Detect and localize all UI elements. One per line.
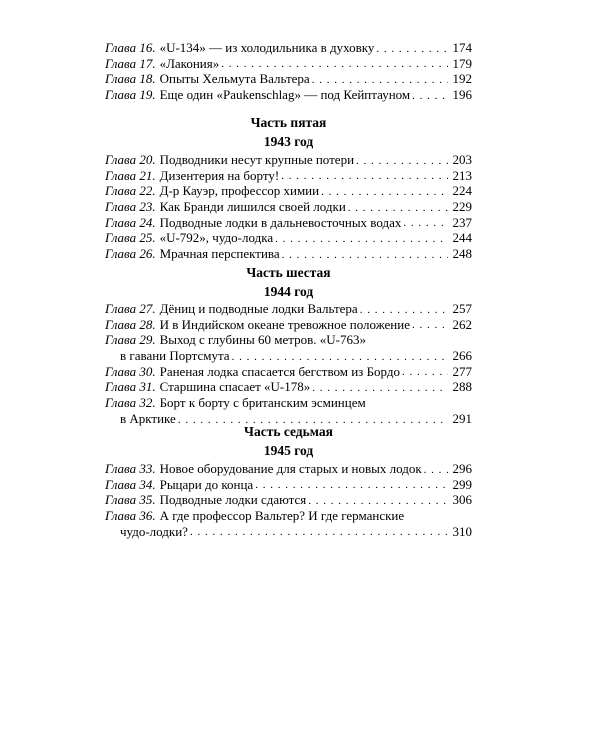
toc-entry xyxy=(105,56,472,72)
chapter-number: Глава 29. xyxy=(105,332,156,348)
toc-block-part5 xyxy=(105,152,472,262)
chapter-title: Опыты Хельмута Вальтера xyxy=(159,71,310,87)
chapter-title: Раненая лодка спасается бегством из Бордо xyxy=(159,363,400,379)
dot-leader xyxy=(412,90,448,103)
chapter-title: Борт к борту с британским эсминцем xyxy=(159,395,366,411)
chapter-title: Еще один «Paukenschlag» — под Кейптауном xyxy=(159,87,411,103)
toc-entry xyxy=(105,87,472,103)
page-number: 179 xyxy=(452,55,472,71)
page-number: 277 xyxy=(452,363,472,379)
chapter-title-continuation: чудо-лодки? xyxy=(120,523,188,539)
dot-leader xyxy=(402,366,448,379)
page-number: 237 xyxy=(452,214,472,230)
chapter-title: Мрачная перспектива xyxy=(159,246,280,262)
dot-leader xyxy=(312,382,448,395)
dot-leader xyxy=(321,186,448,199)
chapter-number: Глава 16. xyxy=(105,39,156,55)
chapter-number: Глава 25. xyxy=(105,230,156,246)
dot-leader xyxy=(308,495,448,508)
toc-entry-continuation xyxy=(105,524,472,540)
chapter-number: Глава 30. xyxy=(105,363,156,379)
toc-entry xyxy=(105,364,472,380)
dot-leader xyxy=(348,202,448,215)
page-number: 291 xyxy=(452,410,472,426)
chapter-title: А где профессор Вальтер? И где германские xyxy=(159,508,405,524)
dot-leader xyxy=(190,526,448,539)
page-number: 224 xyxy=(452,183,472,199)
dot-leader xyxy=(281,170,448,183)
chapter-number: Глава 22. xyxy=(105,183,156,199)
chapter-number: Глава 35. xyxy=(105,492,156,508)
dot-leader xyxy=(282,249,448,262)
chapter-number: Глава 33. xyxy=(105,460,156,476)
page-number: 248 xyxy=(452,246,472,262)
toc-entry xyxy=(105,71,472,87)
chapter-number: Глава 32. xyxy=(105,395,156,411)
chapter-number: Глава 20. xyxy=(105,151,156,167)
toc-entry xyxy=(105,230,472,246)
chapter-title: Рыцари до конца xyxy=(159,476,254,492)
toc-entry xyxy=(105,461,472,477)
page-number: 196 xyxy=(452,87,472,103)
chapter-number: Глава 26. xyxy=(105,246,156,262)
chapter-title: Дизентерия на борту! xyxy=(159,167,280,183)
part-year: 1944 год xyxy=(263,284,314,299)
toc-entry xyxy=(105,317,472,333)
page-number: 310 xyxy=(452,523,472,539)
dot-leader xyxy=(312,74,448,87)
chapter-number: Глава 27. xyxy=(105,300,156,316)
chapter-title: Старшина спасает «U-178» xyxy=(159,379,311,395)
dot-leader xyxy=(221,58,448,71)
chapter-title: Д-р Кауэр, профессор химии xyxy=(159,183,320,199)
dot-leader xyxy=(360,304,448,317)
toc-entry xyxy=(105,477,472,493)
chapter-title: Подводники несут крупные потери xyxy=(159,151,355,167)
chapter-title: И в Индийском океане тревожное положение xyxy=(159,316,410,332)
toc-block-part4-tail xyxy=(105,40,472,103)
chapter-title: Подводные лодки в дальневосточных водах xyxy=(159,214,402,230)
chapter-number: Глава 19. xyxy=(105,87,156,103)
toc-entry xyxy=(105,508,472,524)
chapter-number: Глава 18. xyxy=(105,71,156,87)
chapter-title: «Лакония» xyxy=(159,55,220,71)
part-heading: Часть шестая xyxy=(246,265,331,280)
toc-entry xyxy=(105,40,472,56)
chapter-title: Как Бранди лишился своей лодки xyxy=(159,199,346,215)
page-number: 288 xyxy=(452,379,472,395)
chapter-number: Глава 24. xyxy=(105,214,156,230)
dot-leader xyxy=(232,351,448,364)
page-number: 266 xyxy=(452,348,472,364)
chapter-title: Дёниц и подводные лодки Вальтера xyxy=(159,300,358,316)
toc-entry xyxy=(105,215,472,231)
dot-leader xyxy=(412,319,448,332)
chapter-number: Глава 17. xyxy=(105,55,156,71)
part-year: 1945 год xyxy=(263,443,314,458)
page-number: 203 xyxy=(452,151,472,167)
chapter-title-continuation: в гавани Портсмута xyxy=(120,348,230,364)
page-number: 213 xyxy=(452,167,472,183)
page-number: 306 xyxy=(452,492,472,508)
dot-leader xyxy=(275,233,448,246)
dot-leader xyxy=(403,217,448,230)
chapter-number: Глава 28. xyxy=(105,316,156,332)
toc-entry xyxy=(105,152,472,168)
chapter-number: Глава 21. xyxy=(105,167,156,183)
part-heading: Часть седьмая xyxy=(244,424,333,439)
page-number: 299 xyxy=(452,476,472,492)
toc-entry xyxy=(105,246,472,262)
chapter-number: Глава 23. xyxy=(105,199,156,215)
toc-entry xyxy=(105,199,472,215)
chapter-number: Глава 34. xyxy=(105,476,156,492)
page-number: 244 xyxy=(452,230,472,246)
dot-leader xyxy=(356,155,448,168)
dot-leader xyxy=(255,479,448,492)
chapter-number: Глава 36. xyxy=(105,508,156,524)
page-number: 229 xyxy=(452,199,472,215)
part-heading: Часть пятая xyxy=(250,115,327,130)
toc-entry-continuation xyxy=(105,348,472,364)
toc-entry xyxy=(105,379,472,395)
page-number: 296 xyxy=(452,460,472,476)
toc-entry xyxy=(105,492,472,508)
chapter-title: Новое оборудование для старых и новых лодок xyxy=(159,460,422,476)
toc-block-part7 xyxy=(105,461,472,539)
toc-entry xyxy=(105,168,472,184)
page-number: 174 xyxy=(452,39,472,55)
chapter-number: Глава 31. xyxy=(105,379,156,395)
toc-entry xyxy=(105,301,472,317)
dot-leader xyxy=(376,43,448,56)
page-number: 262 xyxy=(452,316,472,332)
toc-entry xyxy=(105,183,472,199)
page-number: 257 xyxy=(452,300,472,316)
toc-entry xyxy=(105,395,472,411)
dot-leader xyxy=(424,464,448,477)
chapter-title: Выход с глубины 60 метров. «U-763» xyxy=(159,332,366,348)
part-year: 1943 год xyxy=(263,134,314,149)
chapter-title: «U-792», чудо-лодка xyxy=(159,230,274,246)
page-number: 192 xyxy=(452,71,472,87)
toc-block-part6 xyxy=(105,301,472,427)
chapter-title: «U-134» — из холодильника в духовку xyxy=(159,39,375,55)
chapter-title-continuation: в Арктике xyxy=(120,410,176,426)
chapter-title: Подводные лодки сдаются xyxy=(159,492,307,508)
toc-entry xyxy=(105,332,472,348)
